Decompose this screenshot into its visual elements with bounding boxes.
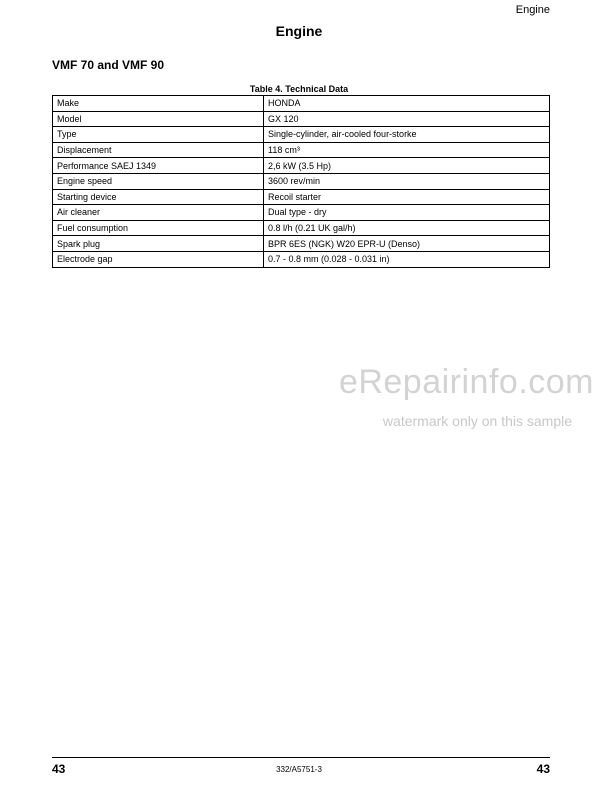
table-cell-key: Type <box>53 127 264 143</box>
table-row <box>53 189 550 205</box>
page-title: Engine <box>275 23 323 39</box>
table-cell-key: Electrode gap <box>53 251 264 267</box>
table-cell-value: 2,6 kW (3.5 Hp) <box>264 158 550 174</box>
table-row <box>53 96 550 112</box>
table-cell-value: BPR 6ES (NGK) W20 EPR-U (Denso) <box>264 236 550 252</box>
table-row <box>53 220 550 236</box>
page-number-left: 43 <box>52 762 66 776</box>
table-cell-key: Spark plug <box>53 236 264 252</box>
table-cell-key: Model <box>53 111 264 127</box>
table-row <box>53 158 550 174</box>
document-code: 332/A5751-3 <box>276 765 322 774</box>
page-number-right: 43 <box>536 762 550 776</box>
table-caption: Table 4. Technical Data <box>249 84 349 94</box>
footer-divider <box>52 757 550 758</box>
table-cell-key: Starting device <box>53 189 264 205</box>
table-cell-value: Single-cylinder, air-cooled four-storke <box>264 127 550 143</box>
table-cell-key: Fuel consumption <box>53 220 264 236</box>
table-cell-key: Displacement <box>53 142 264 158</box>
running-header: Engine <box>515 4 550 16</box>
table-cell-value: 0.8 l/h (0.21 UK gal/h) <box>264 220 550 236</box>
table-row <box>53 127 550 143</box>
table-cell-value: GX 120 <box>264 111 550 127</box>
table-row <box>53 111 550 127</box>
section-title: VMF 70 and VMF 90 <box>52 58 165 72</box>
table-cell-value: Recoil starter <box>264 189 550 205</box>
table-row <box>53 251 550 267</box>
table-cell-value: HONDA <box>264 96 550 112</box>
table-cell-key: Performance SAEJ 1349 <box>53 158 264 174</box>
table-row <box>53 142 550 158</box>
watermark-logo-text: eRepairinfo.com <box>338 363 594 401</box>
table-row <box>53 173 550 189</box>
table-cell-value: 0.7 - 0.8 mm (0.028 - 0.031 in) <box>264 251 550 267</box>
table-cell-value: Dual type - dry <box>264 205 550 221</box>
table-cell-key: Air cleaner <box>53 205 264 221</box>
table-cell-value: 3600 rev/min <box>264 173 550 189</box>
table-cell-key: Engine speed <box>53 173 264 189</box>
table-cell-key: Make <box>53 96 264 112</box>
table-row <box>53 205 550 221</box>
table-row <box>53 236 550 252</box>
watermark-caption: watermark only on this sample <box>382 413 572 429</box>
table-cell-value: 118 cm³ <box>264 142 550 158</box>
technical-data-table <box>52 95 550 268</box>
